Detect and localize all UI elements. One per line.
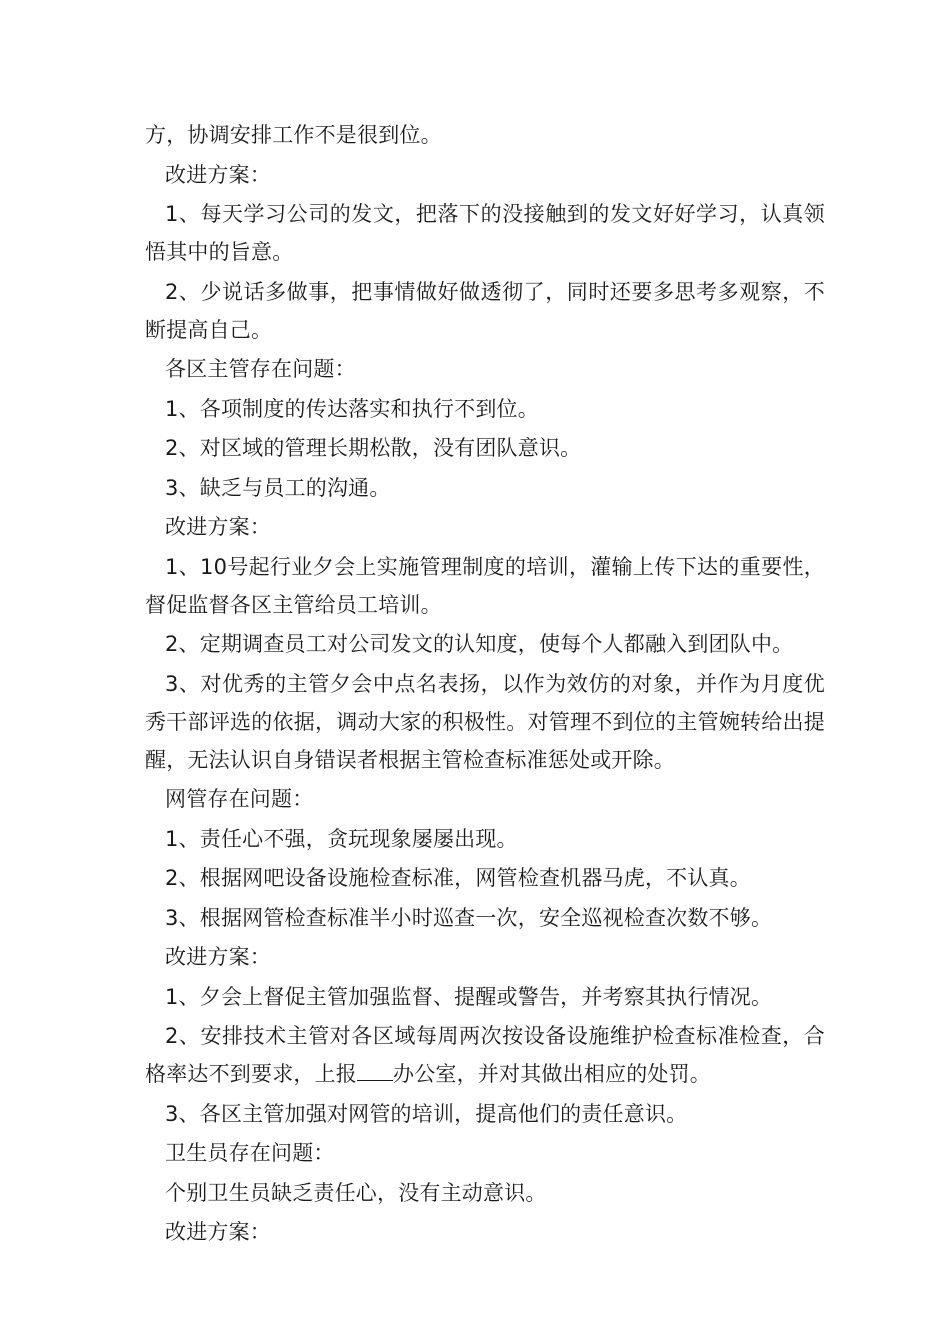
paragraph: 2、对区域的管理长期松散，没有团队意识。 [165, 436, 582, 460]
paragraph-part-before-blank: 2、安排技术主管对各区域每周两次按设备设施维护检查标准检查，合格率达不到要求，上报 [145, 1024, 825, 1086]
paragraph: 2、根据网吧设备设施检查标准，网管检查机器马虎，不认真。 [165, 866, 751, 890]
paragraph: 个别卫生员缺乏责任心，没有主动意识。 [165, 1180, 547, 1205]
section-heading: 网管存在问题： [165, 787, 314, 811]
paragraph-part-after-blank: 办公室，并对其做出相应的处罚。 [393, 1062, 711, 1086]
paragraph: 2、少说话多做事，把事情做好做透彻了，同时还要多思考多观察，不断提高自己。 [145, 279, 825, 342]
fill-in-blank [357, 1060, 393, 1081]
section-heading: 改进方案： [165, 515, 271, 539]
paragraph: 1、10号起行业夕会上实施管理制度的培训，灌输上传下达的重要性，督促监督各区主管给员工培训。 [145, 554, 825, 617]
section-heading: 改进方案： [165, 945, 271, 969]
section-heading: 改进方案： [165, 1220, 271, 1244]
paragraph: 1、每天学习公司的发文，把落下的没接触到的发文好好学习，认真领悟其中的旨意。 [145, 202, 825, 264]
paragraph: 1、夕会上督促主管加强监督、提醒或警告，并考察其执行情况。 [165, 984, 773, 1009]
paragraph: 方，协调安排工作不是很到位。 [145, 123, 442, 147]
section-heading: 卫生员存在问题： [165, 1141, 335, 1165]
paragraph: 2、定期调查员工对公司发文的认知度，使每个人都融入到团队中。 [165, 632, 794, 656]
section-heading: 各区主管存在问题： [165, 357, 356, 381]
paragraph-with-blank [145, 1017, 825, 1093]
section-heading: 改进方案： [165, 162, 271, 187]
paragraph: 1、责任心不强，贪玩现象屡屡出现。 [165, 826, 518, 851]
paragraph: 3、缺乏与员工的沟通。 [165, 475, 391, 500]
paragraph: 3、根据网管检查标准半小时巡查一次，安全巡视检查次数不够。 [165, 905, 773, 930]
document-body [145, 116, 825, 1253]
paragraph: 3、对优秀的主管夕会中点名表扬，以作为效仿的对象，并作为月度优秀干部评选的依据，调动大家的积极性。对管理不到位的主管婉转给出提醒，无法认识自身错误者根据主管检查标准惩处或开除。 [145, 671, 825, 772]
paragraph: 1、各项制度的传达落实和执行不到位。 [165, 396, 539, 421]
paragraph: 3、各区主管加强对网管的培训，提高他们的责任意识。 [165, 1101, 688, 1126]
